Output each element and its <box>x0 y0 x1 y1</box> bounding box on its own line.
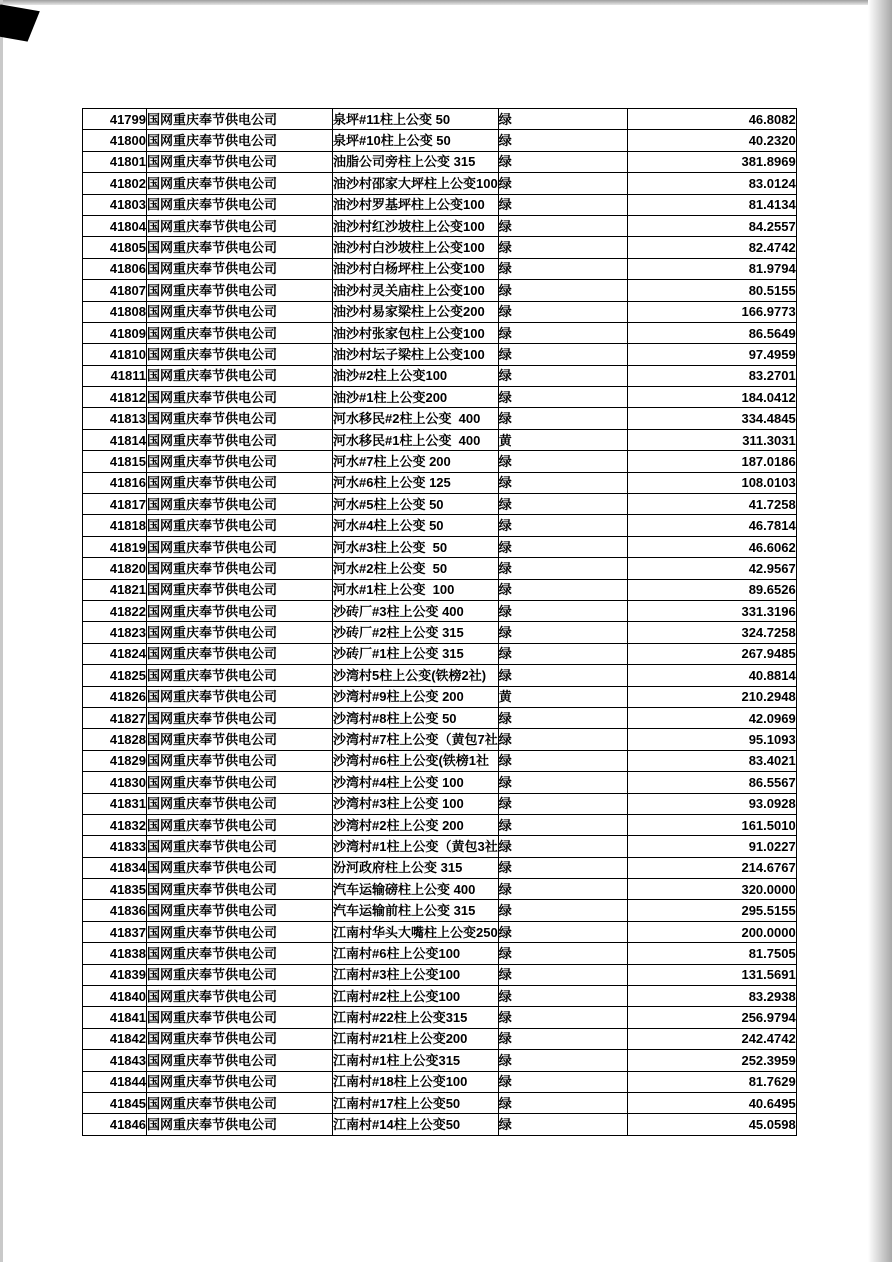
row-id-cell: 41810 <box>83 344 147 365</box>
company-cell: 国网重庆奉节供电公司 <box>147 772 333 793</box>
table-row <box>83 237 797 258</box>
value-cell: 187.0186 <box>627 451 796 472</box>
table-row <box>83 429 797 450</box>
status-cell: 绿 <box>498 1028 627 1049</box>
row-id-cell: 41819 <box>83 536 147 557</box>
table-body <box>83 109 797 1136</box>
status-cell: 绿 <box>498 579 627 600</box>
value-cell: 324.7258 <box>627 622 796 643</box>
page-edge-right <box>868 0 892 1262</box>
table-row <box>83 451 797 472</box>
device-name-cell: 沙湾村5柱上公变(铁榜2社) <box>333 665 499 686</box>
status-cell: 绿 <box>498 665 627 686</box>
company-cell: 国网重庆奉节供电公司 <box>147 194 333 215</box>
value-cell: 210.2948 <box>627 686 796 707</box>
company-cell: 国网重庆奉节供电公司 <box>147 814 333 835</box>
company-cell: 国网重庆奉节供电公司 <box>147 686 333 707</box>
value-cell: 131.5691 <box>627 964 796 985</box>
table-row <box>83 964 797 985</box>
device-name-cell: 油沙村白沙坡柱上公变100 <box>333 237 499 258</box>
table-row <box>83 194 797 215</box>
status-cell: 黄 <box>498 429 627 450</box>
device-name-cell: 泉坪#11柱上公变 50 <box>333 109 499 130</box>
value-cell: 82.4742 <box>627 237 796 258</box>
row-id-cell: 41815 <box>83 451 147 472</box>
company-cell: 国网重庆奉节供电公司 <box>147 558 333 579</box>
status-cell: 绿 <box>498 322 627 343</box>
table-row <box>83 344 797 365</box>
value-cell: 45.0598 <box>627 1114 796 1135</box>
company-cell: 国网重庆奉节供电公司 <box>147 793 333 814</box>
status-cell: 绿 <box>498 1007 627 1028</box>
company-cell: 国网重庆奉节供电公司 <box>147 836 333 857</box>
device-name-cell: 沙湾村#9柱上公变 200 <box>333 686 499 707</box>
row-id-cell: 41811 <box>83 365 147 386</box>
device-name-cell: 沙砖厂#2柱上公变 315 <box>333 622 499 643</box>
table-row <box>83 622 797 643</box>
device-name-cell: 河水移民#1柱上公变 400 <box>333 429 499 450</box>
device-name-cell: 江南村#1柱上公变315 <box>333 1050 499 1071</box>
table-row <box>83 151 797 172</box>
device-name-cell: 油沙村邵家大坪柱上公变100 <box>333 173 499 194</box>
device-name-cell: 沙砖厂#3柱上公变 400 <box>333 600 499 621</box>
status-cell: 绿 <box>498 451 627 472</box>
row-id-cell: 41843 <box>83 1050 147 1071</box>
device-name-cell: 泉坪#10柱上公变 50 <box>333 130 499 151</box>
company-cell: 国网重庆奉节供电公司 <box>147 1092 333 1113</box>
status-cell: 绿 <box>498 857 627 878</box>
row-id-cell: 41817 <box>83 494 147 515</box>
row-id-cell: 41820 <box>83 558 147 579</box>
company-cell: 国网重庆奉节供电公司 <box>147 109 333 130</box>
company-cell: 国网重庆奉节供电公司 <box>147 622 333 643</box>
row-id-cell: 41814 <box>83 429 147 450</box>
row-id-cell: 41816 <box>83 472 147 493</box>
device-name-cell: 江南村华头大嘴柱上公变250 <box>333 921 499 942</box>
status-cell: 绿 <box>498 643 627 664</box>
company-cell: 国网重庆奉节供电公司 <box>147 151 333 172</box>
table-row <box>83 258 797 279</box>
row-id-cell: 41809 <box>83 322 147 343</box>
value-cell: 200.0000 <box>627 921 796 942</box>
status-cell: 绿 <box>498 622 627 643</box>
table-row <box>83 836 797 857</box>
company-cell: 国网重庆奉节供电公司 <box>147 130 333 151</box>
table-row <box>83 729 797 750</box>
value-cell: 252.3959 <box>627 1050 796 1071</box>
company-cell: 国网重庆奉节供电公司 <box>147 322 333 343</box>
company-cell: 国网重庆奉节供电公司 <box>147 964 333 985</box>
table-row <box>83 536 797 557</box>
status-cell: 绿 <box>498 494 627 515</box>
row-id-cell: 41837 <box>83 921 147 942</box>
table-row <box>83 1050 797 1071</box>
row-id-cell: 41840 <box>83 986 147 1007</box>
status-cell: 绿 <box>498 793 627 814</box>
device-name-cell: 沙湾村#7柱上公变（黄包7社 <box>333 729 499 750</box>
device-name-cell: 油沙村灵关庙柱上公变100 <box>333 280 499 301</box>
company-cell: 国网重庆奉节供电公司 <box>147 900 333 921</box>
row-id-cell: 41818 <box>83 515 147 536</box>
value-cell: 40.8814 <box>627 665 796 686</box>
table-row <box>83 301 797 322</box>
company-cell: 国网重庆奉节供电公司 <box>147 1028 333 1049</box>
status-cell: 绿 <box>498 194 627 215</box>
company-cell: 国网重庆奉节供电公司 <box>147 1114 333 1135</box>
value-cell: 46.7814 <box>627 515 796 536</box>
value-cell: 334.4845 <box>627 408 796 429</box>
status-cell: 绿 <box>498 729 627 750</box>
table-row <box>83 365 797 386</box>
table-row <box>83 943 797 964</box>
table-row <box>83 579 797 600</box>
status-cell: 绿 <box>498 215 627 236</box>
company-cell: 国网重庆奉节供电公司 <box>147 301 333 322</box>
device-name-cell: 河水#3柱上公变 50 <box>333 536 499 557</box>
row-id-cell: 41800 <box>83 130 147 151</box>
row-id-cell: 41828 <box>83 729 147 750</box>
company-cell: 国网重庆奉节供电公司 <box>147 173 333 194</box>
row-id-cell: 41799 <box>83 109 147 130</box>
company-cell: 国网重庆奉节供电公司 <box>147 344 333 365</box>
row-id-cell: 41821 <box>83 579 147 600</box>
status-cell: 绿 <box>498 109 627 130</box>
value-cell: 40.2320 <box>627 130 796 151</box>
device-name-cell: 油脂公司旁柱上公变 315 <box>333 151 499 172</box>
status-cell: 绿 <box>498 173 627 194</box>
device-name-cell: 江南村#14柱上公变50 <box>333 1114 499 1135</box>
table-row <box>83 750 797 771</box>
value-cell: 81.4134 <box>627 194 796 215</box>
table-row <box>83 1092 797 1113</box>
device-name-cell: 河水#6柱上公变 125 <box>333 472 499 493</box>
company-cell: 国网重庆奉节供电公司 <box>147 921 333 942</box>
table-row <box>83 472 797 493</box>
device-name-cell: 油沙村红沙坡柱上公变100 <box>333 215 499 236</box>
device-name-cell: 沙湾村#4柱上公变 100 <box>333 772 499 793</box>
value-cell: 40.6495 <box>627 1092 796 1113</box>
value-cell: 41.7258 <box>627 494 796 515</box>
value-cell: 46.6062 <box>627 536 796 557</box>
table-row <box>83 772 797 793</box>
status-cell: 绿 <box>498 986 627 1007</box>
status-cell: 绿 <box>498 772 627 793</box>
value-cell: 95.1093 <box>627 729 796 750</box>
company-cell: 国网重庆奉节供电公司 <box>147 365 333 386</box>
status-cell: 绿 <box>498 280 627 301</box>
status-cell: 绿 <box>498 707 627 728</box>
device-name-cell: 油沙村白杨坪柱上公变100 <box>333 258 499 279</box>
device-name-cell: 江南村#2柱上公变100 <box>333 986 499 1007</box>
value-cell: 81.9794 <box>627 258 796 279</box>
device-name-cell: 沙湾村#6柱上公变(铁榜1社 <box>333 750 499 771</box>
company-cell: 国网重庆奉节供电公司 <box>147 600 333 621</box>
device-name-cell: 河水#2柱上公变 50 <box>333 558 499 579</box>
value-cell: 214.6767 <box>627 857 796 878</box>
status-cell: 绿 <box>498 344 627 365</box>
value-cell: 161.5010 <box>627 814 796 835</box>
table-row <box>83 707 797 728</box>
value-cell: 84.2557 <box>627 215 796 236</box>
value-cell: 381.8969 <box>627 151 796 172</box>
row-id-cell: 41808 <box>83 301 147 322</box>
table-row <box>83 857 797 878</box>
value-cell: 295.5155 <box>627 900 796 921</box>
table-row <box>83 900 797 921</box>
table-row <box>83 494 797 515</box>
row-id-cell: 41812 <box>83 387 147 408</box>
table-row <box>83 1071 797 1092</box>
company-cell: 国网重庆奉节供电公司 <box>147 215 333 236</box>
status-cell: 黄 <box>498 686 627 707</box>
company-cell: 国网重庆奉节供电公司 <box>147 451 333 472</box>
company-cell: 国网重庆奉节供电公司 <box>147 729 333 750</box>
status-cell: 绿 <box>498 1114 627 1135</box>
row-id-cell: 41839 <box>83 964 147 985</box>
value-cell: 320.0000 <box>627 879 796 900</box>
company-cell: 国网重庆奉节供电公司 <box>147 494 333 515</box>
row-id-cell: 41802 <box>83 173 147 194</box>
status-cell: 绿 <box>498 472 627 493</box>
device-name-cell: 油沙村张家包柱上公变100 <box>333 322 499 343</box>
company-cell: 国网重庆奉节供电公司 <box>147 643 333 664</box>
table-row <box>83 515 797 536</box>
table-row <box>83 109 797 130</box>
value-cell: 83.0124 <box>627 173 796 194</box>
company-cell: 国网重庆奉节供电公司 <box>147 429 333 450</box>
table-row <box>83 1028 797 1049</box>
row-id-cell: 41842 <box>83 1028 147 1049</box>
status-cell: 绿 <box>498 387 627 408</box>
status-cell: 绿 <box>498 237 627 258</box>
row-id-cell: 41845 <box>83 1092 147 1113</box>
company-cell: 国网重庆奉节供电公司 <box>147 536 333 557</box>
status-cell: 绿 <box>498 1050 627 1071</box>
value-cell: 91.0227 <box>627 836 796 857</box>
row-id-cell: 41832 <box>83 814 147 835</box>
company-cell: 国网重庆奉节供电公司 <box>147 408 333 429</box>
status-cell: 绿 <box>498 408 627 429</box>
status-cell: 绿 <box>498 1092 627 1113</box>
status-cell: 绿 <box>498 836 627 857</box>
table-row <box>83 173 797 194</box>
device-name-cell: 河水#5柱上公变 50 <box>333 494 499 515</box>
device-name-cell: 河水#7柱上公变 200 <box>333 451 499 472</box>
status-cell: 绿 <box>498 600 627 621</box>
value-cell: 81.7629 <box>627 1071 796 1092</box>
status-cell: 绿 <box>498 365 627 386</box>
table-row <box>83 686 797 707</box>
company-cell: 国网重庆奉节供电公司 <box>147 1050 333 1071</box>
status-cell: 绿 <box>498 301 627 322</box>
device-name-cell: 沙湾村#2柱上公变 200 <box>333 814 499 835</box>
value-cell: 86.5567 <box>627 772 796 793</box>
device-name-cell: 沙湾村#1柱上公变（黄包3社 <box>333 836 499 857</box>
value-cell: 256.9794 <box>627 1007 796 1028</box>
row-id-cell: 41807 <box>83 280 147 301</box>
company-cell: 国网重庆奉节供电公司 <box>147 280 333 301</box>
device-name-cell: 汾河政府柱上公变 315 <box>333 857 499 878</box>
status-cell: 绿 <box>498 750 627 771</box>
table-row <box>83 665 797 686</box>
device-name-cell: 河水#1柱上公变 100 <box>333 579 499 600</box>
table-row <box>83 1007 797 1028</box>
company-cell: 国网重庆奉节供电公司 <box>147 472 333 493</box>
table-row <box>83 280 797 301</box>
value-cell: 83.2938 <box>627 986 796 1007</box>
value-cell: 331.3196 <box>627 600 796 621</box>
value-cell: 83.4021 <box>627 750 796 771</box>
status-cell: 绿 <box>498 964 627 985</box>
row-id-cell: 41824 <box>83 643 147 664</box>
value-cell: 184.0412 <box>627 387 796 408</box>
row-id-cell: 41830 <box>83 772 147 793</box>
value-cell: 80.5155 <box>627 280 796 301</box>
device-name-cell: 河水#4柱上公变 50 <box>333 515 499 536</box>
table-row <box>83 322 797 343</box>
table-row <box>83 215 797 236</box>
table-row <box>83 879 797 900</box>
device-name-cell: 汽车运输前柱上公变 315 <box>333 900 499 921</box>
company-cell: 国网重庆奉节供电公司 <box>147 707 333 728</box>
value-cell: 42.0969 <box>627 707 796 728</box>
row-id-cell: 41833 <box>83 836 147 857</box>
status-cell: 绿 <box>498 1071 627 1092</box>
value-cell: 83.2701 <box>627 365 796 386</box>
device-name-cell: 油沙#1柱上公变200 <box>333 387 499 408</box>
status-cell: 绿 <box>498 515 627 536</box>
company-cell: 国网重庆奉节供电公司 <box>147 515 333 536</box>
status-cell: 绿 <box>498 536 627 557</box>
value-cell: 108.0103 <box>627 472 796 493</box>
row-id-cell: 41826 <box>83 686 147 707</box>
device-name-cell: 江南村#17柱上公变50 <box>333 1092 499 1113</box>
table-row <box>83 643 797 664</box>
table-row <box>83 1114 797 1135</box>
row-id-cell: 41825 <box>83 665 147 686</box>
device-name-cell: 江南村#6柱上公变100 <box>333 943 499 964</box>
row-id-cell: 41835 <box>83 879 147 900</box>
row-id-cell: 41803 <box>83 194 147 215</box>
status-cell: 绿 <box>498 921 627 942</box>
table-row <box>83 793 797 814</box>
table-row <box>83 986 797 1007</box>
device-name-cell: 江南村#18柱上公变100 <box>333 1071 499 1092</box>
row-id-cell: 41801 <box>83 151 147 172</box>
company-cell: 国网重庆奉节供电公司 <box>147 986 333 1007</box>
row-id-cell: 41804 <box>83 215 147 236</box>
value-cell: 97.4959 <box>627 344 796 365</box>
row-id-cell: 41827 <box>83 707 147 728</box>
status-cell: 绿 <box>498 814 627 835</box>
row-id-cell: 41806 <box>83 258 147 279</box>
row-id-cell: 41822 <box>83 600 147 621</box>
table-row <box>83 387 797 408</box>
company-cell: 国网重庆奉节供电公司 <box>147 1007 333 1028</box>
value-cell: 267.9485 <box>627 643 796 664</box>
value-cell: 93.0928 <box>627 793 796 814</box>
status-cell: 绿 <box>498 879 627 900</box>
device-name-cell: 汽车运输磅柱上公变 400 <box>333 879 499 900</box>
device-name-cell: 河水移民#2柱上公变 400 <box>333 408 499 429</box>
row-id-cell: 41836 <box>83 900 147 921</box>
device-name-cell: 油沙村易家梁柱上公变200 <box>333 301 499 322</box>
value-cell: 46.8082 <box>627 109 796 130</box>
device-name-cell: 油沙#2柱上公变100 <box>333 365 499 386</box>
row-id-cell: 41813 <box>83 408 147 429</box>
device-name-cell: 沙湾村#3柱上公变 100 <box>333 793 499 814</box>
table-row <box>83 921 797 942</box>
value-cell: 242.4742 <box>627 1028 796 1049</box>
row-id-cell: 41829 <box>83 750 147 771</box>
table-row <box>83 408 797 429</box>
status-cell: 绿 <box>498 151 627 172</box>
device-name-cell: 沙湾村#8柱上公变 50 <box>333 707 499 728</box>
company-cell: 国网重庆奉节供电公司 <box>147 387 333 408</box>
company-cell: 国网重庆奉节供电公司 <box>147 750 333 771</box>
device-name-cell: 江南村#22柱上公变315 <box>333 1007 499 1028</box>
value-cell: 89.6526 <box>627 579 796 600</box>
row-id-cell: 41823 <box>83 622 147 643</box>
value-cell: 311.3031 <box>627 429 796 450</box>
row-id-cell: 41838 <box>83 943 147 964</box>
transformer-table <box>82 108 797 1136</box>
value-cell: 81.7505 <box>627 943 796 964</box>
value-cell: 166.9773 <box>627 301 796 322</box>
row-id-cell: 41834 <box>83 857 147 878</box>
device-name-cell: 油沙村罗基坪柱上公变100 <box>333 194 499 215</box>
row-id-cell: 41841 <box>83 1007 147 1028</box>
row-id-cell: 41831 <box>83 793 147 814</box>
table-row <box>83 558 797 579</box>
device-name-cell: 江南村#21柱上公变200 <box>333 1028 499 1049</box>
row-id-cell: 41844 <box>83 1071 147 1092</box>
status-cell: 绿 <box>498 900 627 921</box>
table-row <box>83 814 797 835</box>
corner-mark <box>0 4 40 41</box>
status-cell: 绿 <box>498 258 627 279</box>
table-row <box>83 130 797 151</box>
value-cell: 86.5649 <box>627 322 796 343</box>
company-cell: 国网重庆奉节供电公司 <box>147 258 333 279</box>
status-cell: 绿 <box>498 558 627 579</box>
company-cell: 国网重庆奉节供电公司 <box>147 857 333 878</box>
company-cell: 国网重庆奉节供电公司 <box>147 879 333 900</box>
company-cell: 国网重庆奉节供电公司 <box>147 237 333 258</box>
value-cell: 42.9567 <box>627 558 796 579</box>
device-name-cell: 沙砖厂#1柱上公变 315 <box>333 643 499 664</box>
status-cell: 绿 <box>498 130 627 151</box>
row-id-cell: 41805 <box>83 237 147 258</box>
company-cell: 国网重庆奉节供电公司 <box>147 579 333 600</box>
page-edge-left <box>0 0 3 1262</box>
device-name-cell: 江南村#3柱上公变100 <box>333 964 499 985</box>
company-cell: 国网重庆奉节供电公司 <box>147 1071 333 1092</box>
row-id-cell: 41846 <box>83 1114 147 1135</box>
page-edge-top <box>0 0 892 5</box>
table-row <box>83 600 797 621</box>
company-cell: 国网重庆奉节供电公司 <box>147 665 333 686</box>
status-cell: 绿 <box>498 943 627 964</box>
company-cell: 国网重庆奉节供电公司 <box>147 943 333 964</box>
device-name-cell: 油沙村坛子梁柱上公变100 <box>333 344 499 365</box>
